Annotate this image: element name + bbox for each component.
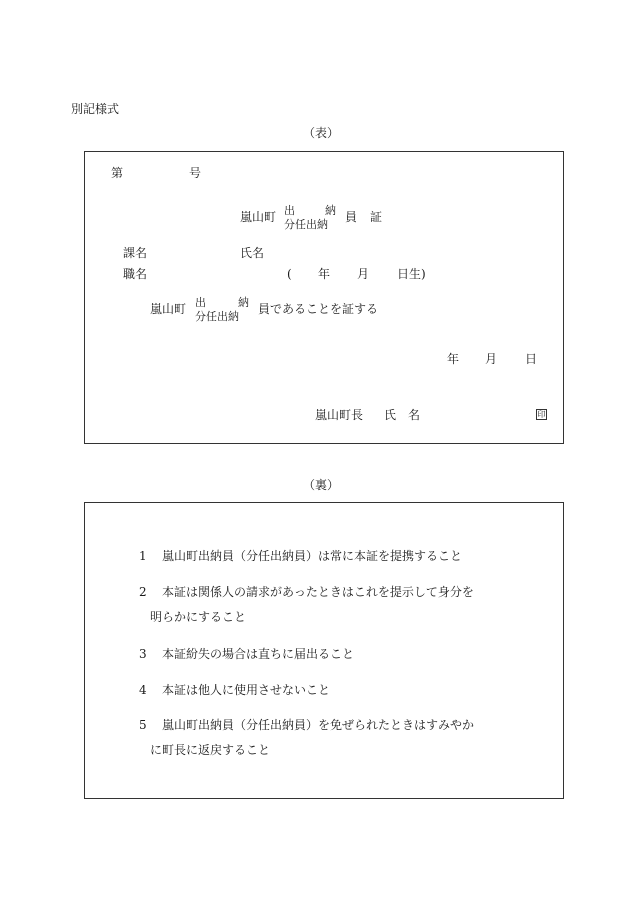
number-dai: 第 [111,166,124,180]
signer-shi: 氏 [384,408,397,422]
dob-year: 年 [318,267,331,281]
dob-paren-open: ( [287,267,292,281]
front-card [84,151,564,444]
rule-5-text: 嵐山町出納員（分任出納員）を免ぜられたときはすみやか [162,718,475,732]
seal-mark: 印 [537,410,546,419]
date-day: 日 [525,352,538,366]
back-heading: （裏） [303,478,340,492]
form-label: 別記様式 [71,102,120,116]
rule-5-number: 5 [139,718,147,732]
position-label: 職名 [123,267,148,281]
rule-4-number: 4 [139,683,147,697]
date-month: 月 [485,352,498,366]
rule-1-text: 嵐山町出納員（分任出納員）は常に本証を提携すること [162,549,463,563]
title-stack-top-no: 納 [325,204,336,217]
rule-3-number: 3 [139,647,147,661]
rule-2-continuation: 明らかにすること [150,610,247,624]
title-sho: 証 [370,210,383,224]
title-stack-top-de: 出 [284,204,295,217]
rule-5-continuation: に町長に返戻すること [150,743,271,757]
cert-town: 嵐山町 [150,302,187,316]
title-in: 員 [345,210,358,224]
signer-mei: 名 [408,408,421,422]
town-name: 嵐山町 [240,210,277,224]
rule-2-text: 本証は関係人の請求があったときはこれを提示して身分を [162,585,474,599]
section-label: 課名 [123,246,148,260]
cert-stack-bottom: 分任出納 [195,310,239,323]
rule-2-number: 2 [139,585,147,599]
cert-stack-top-de: 出 [195,296,206,309]
name-label: 氏名 [240,246,265,260]
rule-4-text: 本証は他人に使用させないこと [162,683,331,697]
rule-3-text: 本証紛失の場合は直ちに届出ること [162,647,355,661]
front-heading: （表） [303,126,340,140]
dob-day: 日生) [397,267,426,281]
number-go: 号 [189,166,202,180]
cert-tail: 員であることを証する [258,302,379,316]
title-stack-bottom: 分任出納 [284,218,328,231]
date-year: 年 [447,352,460,366]
cert-stack-top-no: 納 [238,296,249,309]
signer-title: 嵐山町長 [315,408,364,422]
dob-month: 月 [357,267,370,281]
rule-1-number: 1 [139,549,147,563]
